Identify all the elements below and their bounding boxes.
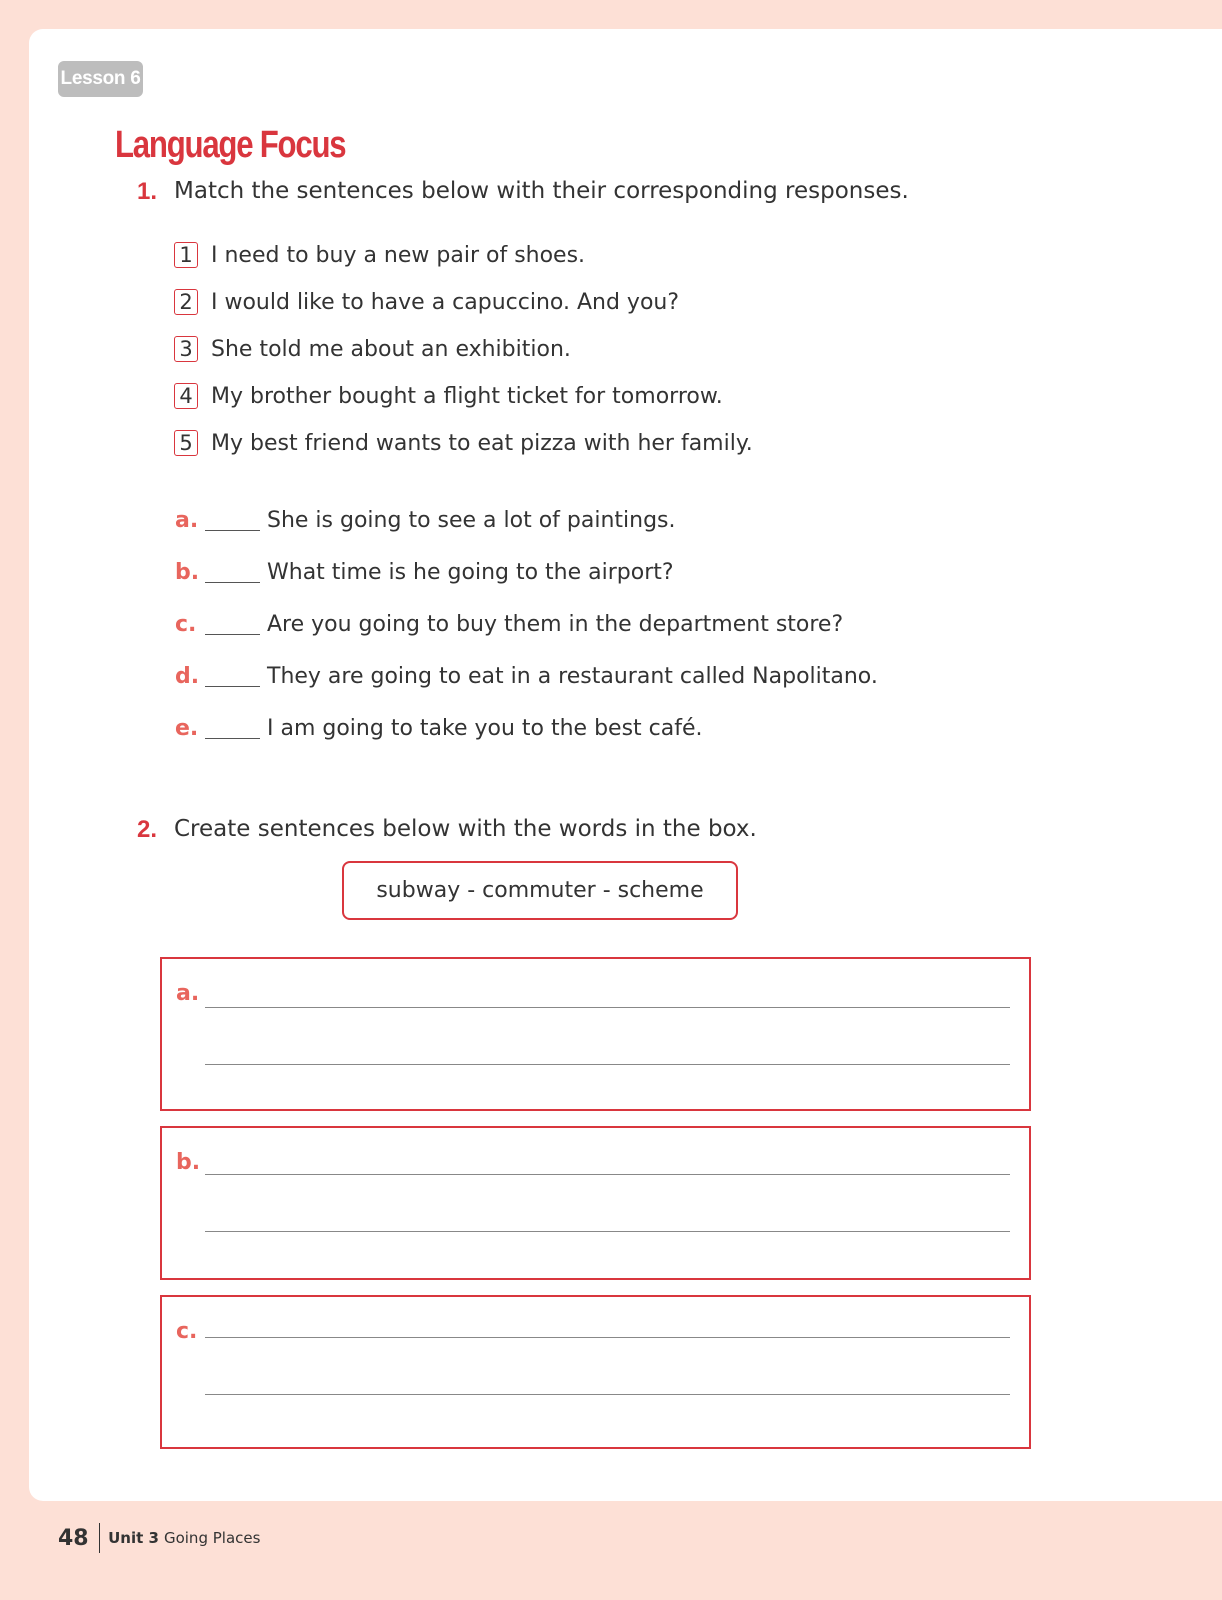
match-blank[interactable] — [205, 666, 260, 687]
answer-line[interactable] — [205, 1231, 1010, 1232]
page-footer — [58, 1522, 260, 1554]
response-letter: e. — [175, 715, 199, 741]
sentence-text: She told me about an exhibition. — [211, 336, 571, 362]
footer-divider — [99, 1523, 101, 1553]
sentence-item — [174, 288, 679, 316]
answer-line[interactable] — [205, 1337, 1010, 1338]
answer-letter: c. — [176, 1319, 198, 1344]
sentence-item — [174, 429, 753, 457]
answer-letter: a. — [176, 981, 200, 1006]
sentence-item — [174, 241, 585, 269]
sentence-number-box: 3 — [174, 336, 198, 362]
response-letter: d. — [175, 663, 200, 689]
response-text: I am going to take you to the best café. — [267, 715, 703, 741]
sentence-number-box: 5 — [174, 430, 198, 456]
sentence-item — [174, 335, 571, 363]
exercise-2-instruction: Create sentences below with the words in the box. — [174, 816, 757, 842]
sentence-number-box: 1 — [174, 242, 198, 268]
word-box: subway - commuter - scheme — [342, 861, 738, 920]
exercise-1-instruction: Match the sentences below with their corresponding responses. — [174, 178, 909, 204]
match-blank[interactable] — [205, 562, 260, 583]
response-text: They are going to eat in a restaurant called Napolitano. — [267, 663, 878, 689]
exercise-1-number: 1. — [137, 178, 158, 205]
answer-line[interactable] — [205, 1007, 1010, 1008]
answer-line[interactable] — [205, 1394, 1010, 1395]
response-letter: a. — [175, 507, 199, 533]
answer-line[interactable] — [205, 1064, 1010, 1065]
match-blank[interactable] — [205, 614, 260, 635]
section-title: Language Focus — [115, 124, 346, 166]
sentence-text: I would like to have a capuccino. And you? — [211, 289, 680, 315]
page-number: 48 — [58, 1525, 89, 1551]
response-item — [175, 713, 703, 743]
unit-name: Going Places — [163, 1529, 261, 1547]
sentence-number-box: 4 — [174, 383, 198, 409]
answer-line[interactable] — [205, 1174, 1010, 1175]
sentence-text: My brother bought a flight ticket for tomorrow. — [211, 383, 723, 409]
match-blank[interactable] — [205, 510, 260, 531]
answer-letter: b. — [176, 1150, 201, 1175]
sentence-item — [174, 382, 723, 410]
response-item — [175, 661, 878, 691]
response-letter: b. — [175, 559, 200, 585]
sentence-number-box: 2 — [174, 289, 198, 315]
exercise-2-number: 2. — [137, 816, 158, 843]
answer-box-b — [160, 1126, 1031, 1280]
response-item — [175, 505, 676, 535]
response-text: Are you going to buy them in the department store? — [267, 611, 844, 637]
response-item — [175, 609, 843, 639]
match-blank[interactable] — [205, 718, 260, 739]
response-text: She is going to see a lot of paintings. — [267, 507, 676, 533]
answer-box-c — [160, 1295, 1031, 1449]
unit-label: Unit 3 — [108, 1529, 159, 1547]
lesson-tag: Lesson 6 — [58, 61, 143, 97]
sentence-text: My best friend wants to eat pizza with her family. — [211, 430, 753, 456]
response-item — [175, 557, 674, 587]
sentence-text: I need to buy a new pair of shoes. — [211, 242, 586, 268]
answer-box-a — [160, 957, 1031, 1111]
response-letter: c. — [175, 611, 197, 637]
response-text: What time is he going to the airport? — [267, 559, 674, 585]
